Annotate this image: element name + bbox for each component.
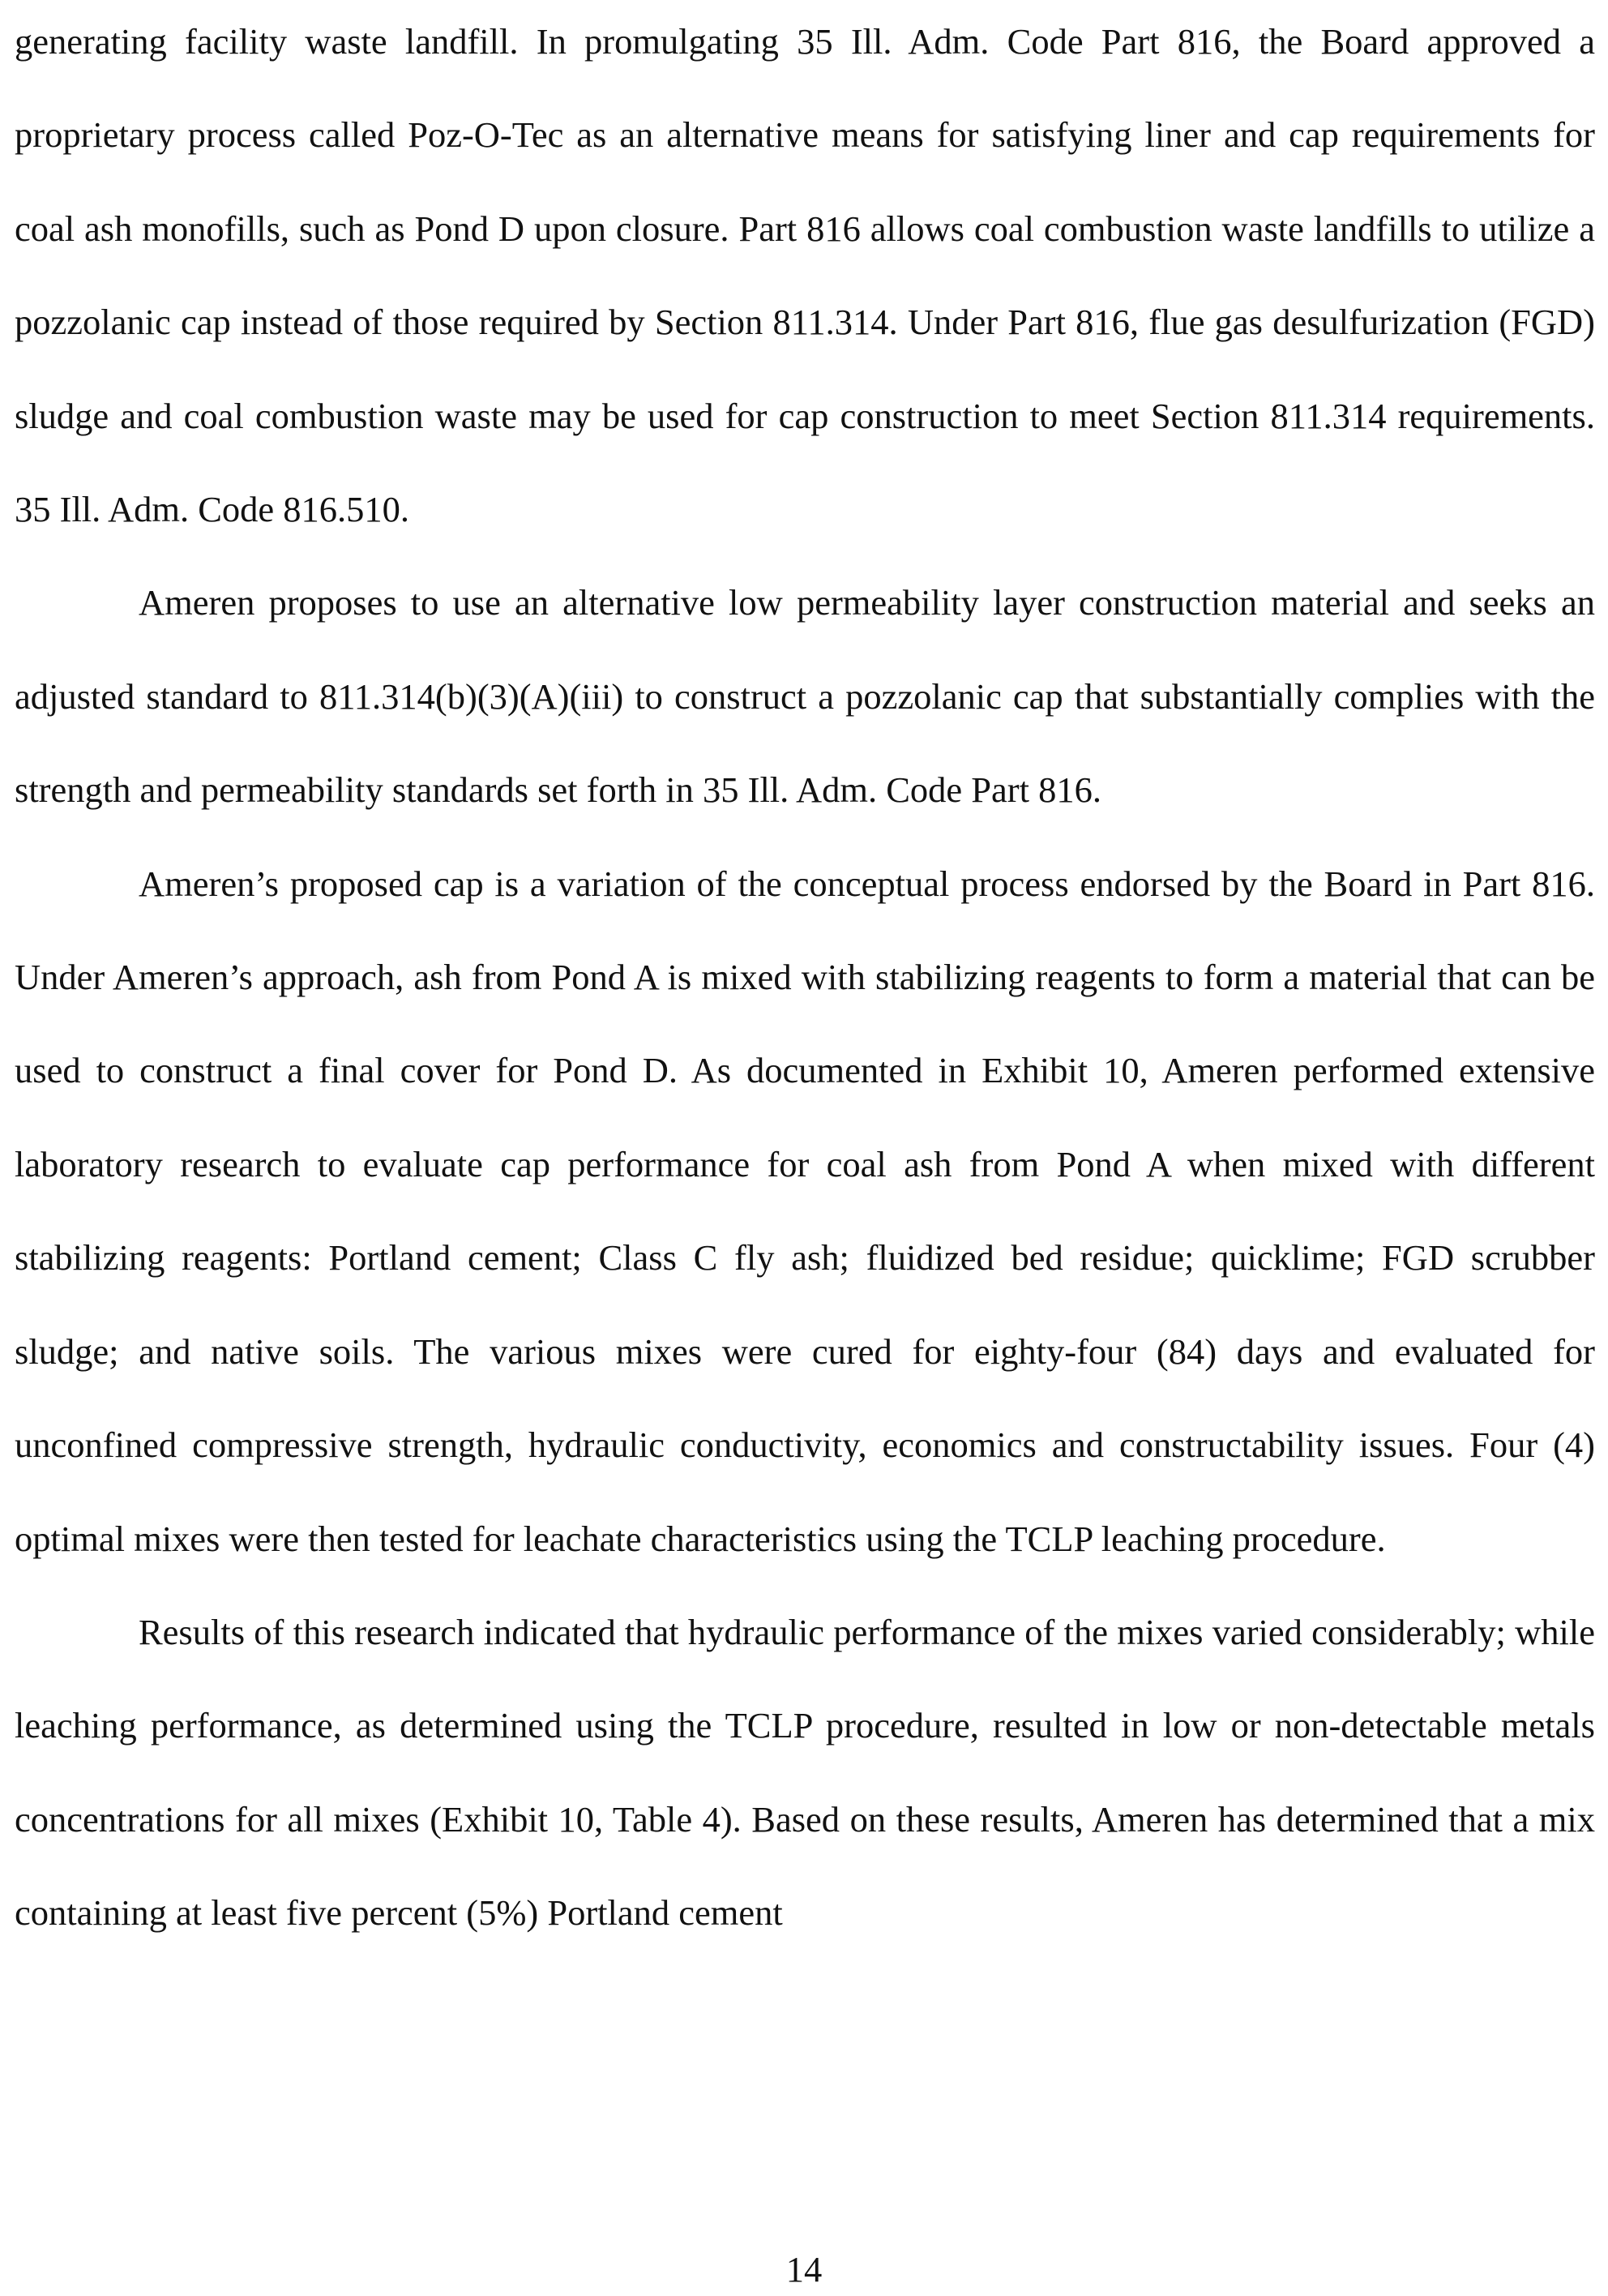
- body-text: [15, 0, 1595, 1960]
- paragraph-facility-landfill: generating facility waste landfill. In promulgating 35 Ill. Adm. Code Part 816, the Board approved a proprietary process called Poz-O-Tec as an alternative means for satisfying liner and cap requirements for coal ash monofills, such as Pond D upon closure. Part 816 allows coal combustion waste landfills to utilize a pozzolanic cap instead of those required by Section 811.314. Under Part 816, flue gas desulfurization (FGD) sludge and coal combustion waste may be used for cap construction to meet Section 811.314 requirements. 35 Ill. Adm. Code 816.510.: [15, 21, 1595, 530]
- paragraph-research-results: Results of this research indicated that hydraulic performance of the mixes varied considerably; while leaching performance, as determined using the TCLP procedure, resulted in low or non-detectable metals concentrations for all mixes (Exhibit 10, Table 4). Based on these results, Ameren has determined that a mix containing at least five percent (5%) Portland cement: [15, 1611, 1595, 1934]
- paragraph-ameren-proposal: Ameren proposes to use an alternative low permeability layer construction material and seeks an adjusted standard to 811.314(b)(3)(A)(iii) to construct a pozzolanic cap that substantially complies with the strength and permeability standards set forth in 35 Ill. Adm. Code Part 816.: [15, 582, 1595, 811]
- paragraph-proposed-cap: Ameren’s proposed cap is a variation of the conceptual process endorsed by the Board in Part 816. Under Ameren’s approach, ash from Pond A is mixed with stabilizing reagents to form a material that can be used to construct a final cover for Pond D. As documented in Exhibit 10, Ameren performed extensive laboratory research to evaluate cap performance for coal ash from Pond A when mixed with different stabilizing reagents: Portland cement; Class C fly ash; fluidized bed residue; quicklime; FGD scrubber sludge; and native soils. The various mixes were cured for eighty-four (84) days and evaluated for unconfined compressive strength, hydraulic conductivity, economics and constructability issues. Four (4) optimal mixes were then tested for leachate characteristics using the TCLP leaching procedure.: [15, 863, 1595, 1559]
- page-number: 14: [785, 2249, 823, 2290]
